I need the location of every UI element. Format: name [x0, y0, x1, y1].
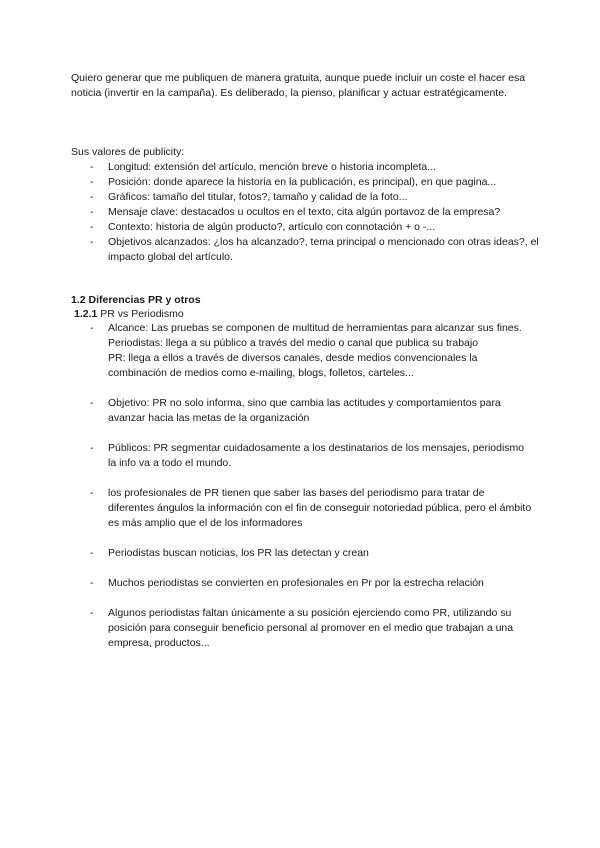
list-item: - los profesionales de PR tienen que saber las bases del periodismo para tratar de diferentes ángulos la información con el fin de conseguir notoriedad pública, pero el ámbito es más amplio que el de los informadores	[71, 486, 533, 531]
list-item: - Periodistas buscan noticias, los PR las detectan y crean	[71, 546, 533, 561]
list-item: - Objetivo: PR no solo informa, sino que cambia las actitudes y comportamientos para avanzar hacia las metas de la organización	[71, 396, 533, 426]
list-item: - Muchos periodistas se convierten en profesionales en Pr por la estrecha relación	[71, 576, 533, 591]
list-item-continuation: PR: llega a ellos a través de diversos canales, desde medios convencionales la combinación de medios como e-mailing, blogs, folletos, carteles...	[108, 352, 478, 379]
list-item: - Algunos periodistas faltan únicamente a su posición ejerciendo como PR, utilizando su posición para conseguir beneficio personal al promover en el medio que trabajan a una empresa, productos...	[71, 606, 533, 651]
subsection-heading	[74, 307, 184, 322]
subsection-title: PR vs Periodismo	[100, 308, 184, 320]
differences-list	[71, 321, 533, 666]
publicity-list	[71, 160, 541, 265]
list-item: - Contexto: historia de algún producto?, artículo con connotación + o -...	[71, 220, 541, 235]
list-item: - Objetivos alcanzados: ¿los ha alcanzado?, tema principal o mencionado con otras ideas?, el impacto global del artículo.	[71, 235, 541, 265]
list-item: - Alcance: Las pruebas se componen de multitud de herramientas para alcanzar sus fines. Periodistas: llega a su público a través del medio o canal que publica su trabajo	[71, 321, 533, 351]
publicity-title: Sus valores de publicity:	[71, 146, 185, 158]
list-item: - Mensaje clave: destacados u ocultos en el texto, cita algún portavoz de la empresa?	[71, 205, 541, 220]
list-item: - Longitud: extensión del artículo, mención breve o historia incompleta...	[71, 160, 541, 175]
subsection-number: 1.2.1	[74, 308, 98, 320]
section-heading: 1.2 Diferencias PR y otros	[71, 294, 201, 306]
intro-paragraph: Quiero generar que me publiquen de manera gratuita, aunque puede incluir un coste el hacer esa noticia (invertir en la campaña). Es deliberado, la pienso, planificar y actuar estratégicamente.	[71, 72, 526, 99]
list-item: - Públicos: PR segmentar cuidadosamente a los destinatarios de los mensajes, periodismo la info va a todo el mundo.	[71, 441, 533, 471]
list-item: - Gráficos: tamaño del titular, fotos?, tamaño y calidad de la foto...	[71, 190, 541, 205]
list-item: - Posición: donde aparece la historia en la publicación, es principal), en que pagina...	[71, 175, 541, 190]
